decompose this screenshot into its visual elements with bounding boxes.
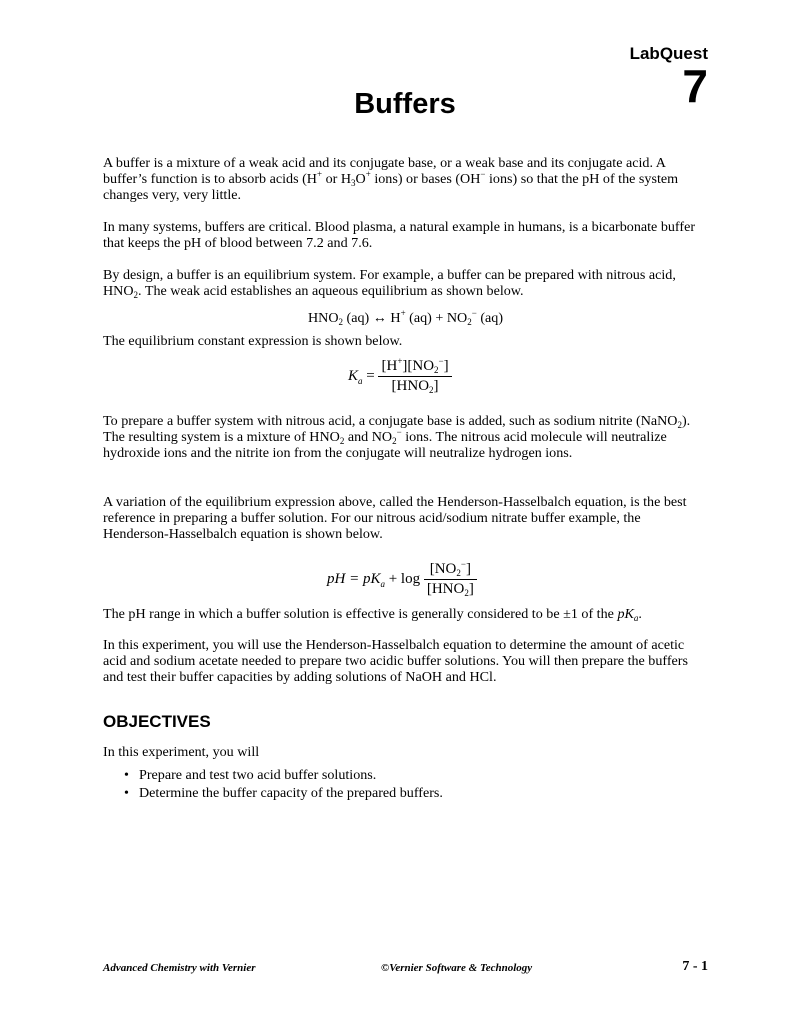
footer-book-title: Advanced Chemistry with Vernier	[103, 962, 256, 974]
objectives-list	[124, 766, 443, 802]
paragraph-equilibrium-design: By design, a buffer is an equilibrium system. For example, a buffer can be prepared with nitrous acid, $HNO_2$. The weak acid establishes an aqueous equilibrium as shown below.	[103, 267, 676, 301]
ka-equation: $K_a$ = $\frac{[H^+][NO_2^-]}{[HNO_2]}$	[348, 358, 452, 395]
list-item: • Determine the buffer capacity of the prepared buffers.	[124, 785, 443, 801]
page-title: Buffers	[354, 88, 456, 120]
paragraph-ph-range: The pH range in which a buffer solution is effective is generally considered to be ±1 of the $pK_a$.	[103, 606, 642, 623]
reaction-equation: $HNO_2$ (aq) ↔ H+ $(aq) + NO_2^-$ (aq)	[307, 308, 504, 327]
henderson-hasselbalch-equation: pH = $pK_a + \log$ $\frac{[NO_2^-]}{[HNO_2]}$	[327, 561, 477, 598]
lab-name: LabQuest	[629, 44, 708, 63]
objectives-intro: In this experiment, you will	[103, 744, 260, 760]
list-item: • Prepare and test two acid buffer solutions.	[124, 767, 377, 783]
paragraph-experiment-summary: In this experiment, you will use the Henderson-Hasselbalch equation to determine the amount of acetic acid and sodium acetate needed to prepare two acidic buffer solutions. You will then prepare the buffers and test their buffer capacities by adding solutions of NaOH and HCl.	[103, 637, 688, 686]
paragraph-henderson-hasselbalch: A variation of the equilibrium expression above, called the Henderson-Hasselbalch equation, is the best reference in preparing a buffer solution. For our nitrous acid/sodium nitrate buffer example, the Henderson-Hasselbalch equation is shown below.	[103, 494, 687, 543]
paragraph-buffer-definition: A buffer is a mixture of a weak acid and its conjugate base, or a weak base and its conjugate acid. A buffer’s function is to absorb acids (H+ or $H_3O^+$ ions) or bases (OH− ions) so that the pH of the system changes very, very little.	[103, 155, 679, 204]
experiment-number: 7	[682, 60, 708, 112]
bullet-icon: •	[124, 767, 129, 783]
paragraph-constant-intro: The equilibrium constant expression is shown below.	[103, 333, 403, 349]
bullet-icon: •	[124, 785, 129, 801]
paragraph-blood-plasma: In many systems, buffers are critical. Blood plasma, a natural example in humans, is a bicarbonate buffer that keeps the pH of blood between 7.2 and 7.6.	[103, 219, 696, 252]
objectives-heading: OBJECTIVES	[103, 712, 211, 731]
paragraph-prepare-buffer: To prepare a buffer system with nitrous acid, a conjugate base is added, such as sodium nitrite (NaNO$_2$). The resulting system is a mixture of $HNO_2$ and $NO_2^-$ ions. The nitrous acid molecule will neutralize hydroxide ions and the nitrite ion from the conjugate will neutralize hydrogen ions.	[103, 413, 691, 462]
footer-copyright: ©Vernier Software & Technology	[381, 962, 533, 974]
footer-page-number: 7 - 1	[682, 959, 708, 974]
